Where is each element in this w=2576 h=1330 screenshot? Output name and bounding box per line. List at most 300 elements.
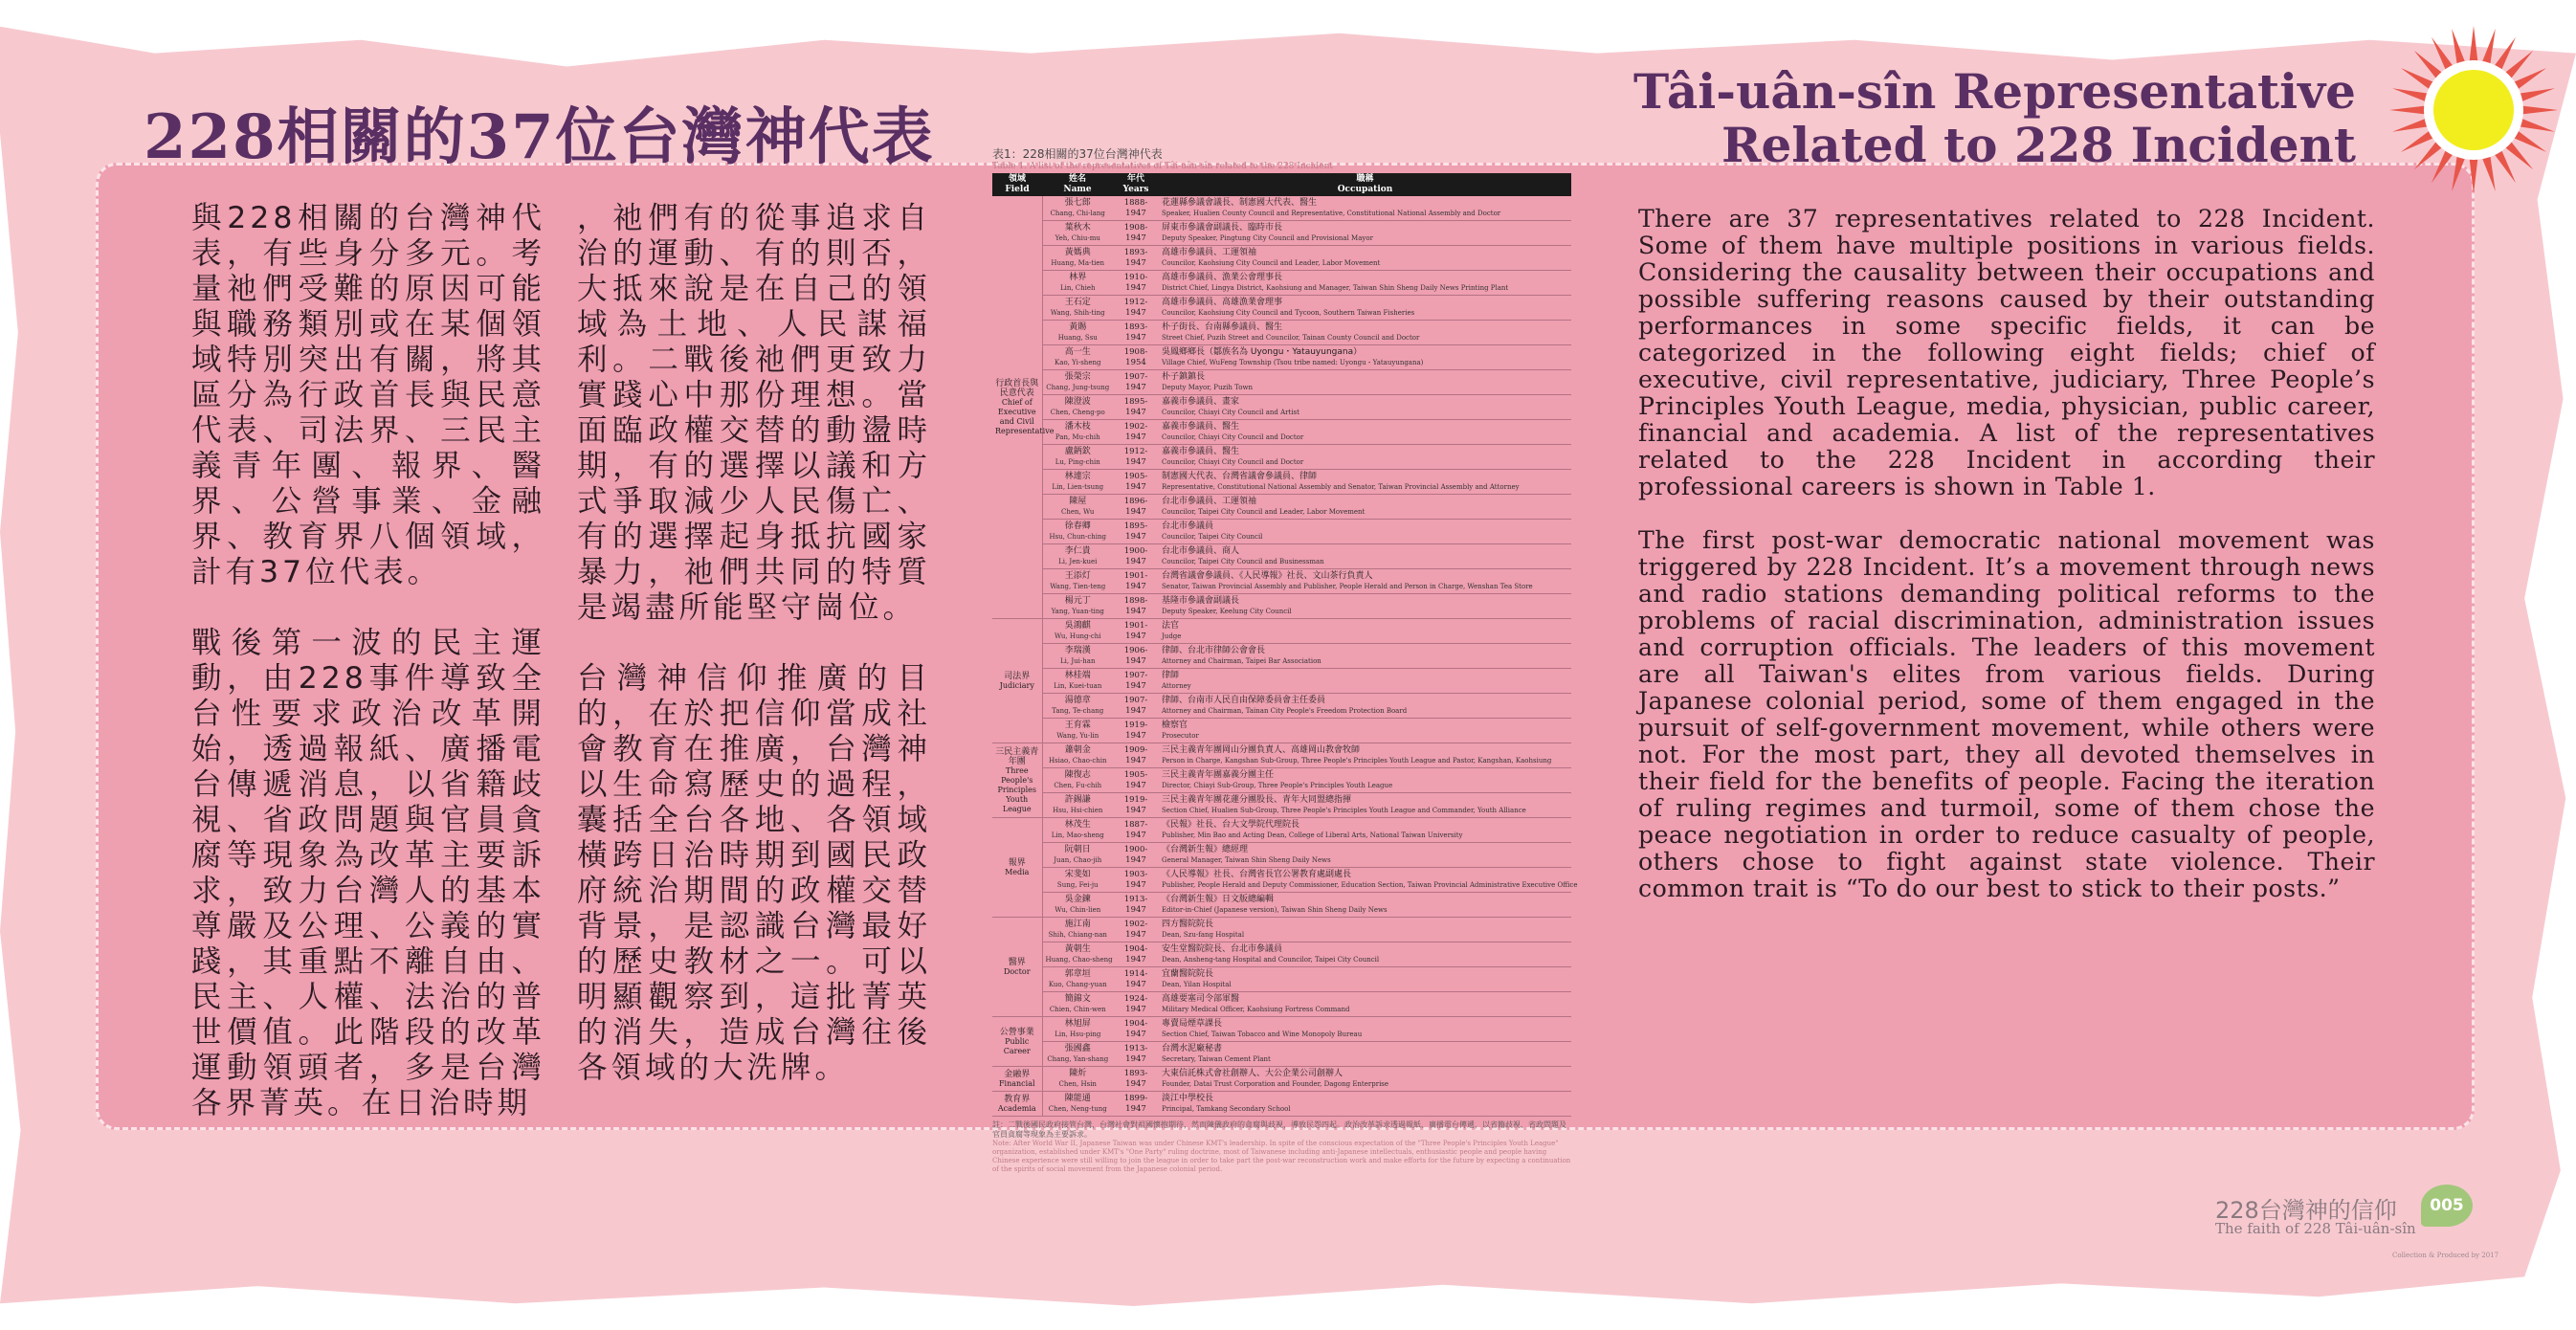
table-row bbox=[992, 594, 1571, 619]
occupation-zh: 台北市參議員 bbox=[1162, 521, 1214, 531]
footer-book-title-zh: 228台灣神的信仰 bbox=[2215, 1197, 2397, 1224]
occupation-cell bbox=[1159, 470, 1571, 495]
years-cell: 1901-1947 bbox=[1113, 619, 1159, 644]
name-cell bbox=[1042, 196, 1113, 221]
occupation-en: Person in Charge, Kangshan Sub-Group, Three People's Principles Youth League and Pastor, Kangshan, Kaohsiung bbox=[1162, 756, 1552, 765]
field-cell bbox=[992, 743, 1042, 818]
years-cell: 1893-1947 bbox=[1113, 321, 1159, 345]
representatives-table-block bbox=[992, 145, 1578, 1174]
name-zh: 潘木枝 bbox=[1064, 421, 1091, 432]
name-en: Lin, Lien-tsung bbox=[1052, 482, 1104, 491]
name-zh: 湯德章 bbox=[1064, 695, 1091, 705]
name-en: Chang, Chi-lang bbox=[1050, 209, 1105, 217]
occupation-zh: 律師、台南市人民自由保障委員會主任委員 bbox=[1162, 695, 1326, 705]
name-en: Chen, Cheng-po bbox=[1050, 408, 1105, 416]
sun-ray bbox=[2494, 149, 2516, 183]
years-cell: 1902-1947 bbox=[1113, 420, 1159, 445]
field-en: Financial bbox=[998, 1078, 1035, 1088]
name-zh: 施江南 bbox=[1064, 919, 1091, 929]
occupation-cell bbox=[1159, 420, 1571, 445]
name-en: Pan, Mu-chih bbox=[1055, 432, 1100, 441]
occupation-cell bbox=[1159, 868, 1578, 893]
field-en: Chief of Executive and Civil Representative bbox=[995, 397, 1055, 435]
years-cell: 1913-1947 bbox=[1113, 893, 1159, 918]
field-cell bbox=[992, 1017, 1042, 1067]
table-row bbox=[992, 793, 1571, 818]
table-row bbox=[992, 1042, 1571, 1067]
years-cell: 1900-1947 bbox=[1113, 544, 1159, 569]
years-cell: 1914-1947 bbox=[1113, 967, 1159, 992]
name-zh: 徐春卿 bbox=[1064, 521, 1091, 531]
name-en: Lu, Ping-chin bbox=[1055, 457, 1100, 466]
years-cell: 1909-1947 bbox=[1113, 743, 1159, 768]
name-zh: 高一生 bbox=[1064, 346, 1091, 357]
en-text-column bbox=[1638, 206, 2375, 929]
name-en: Wang, Yu-lin bbox=[1056, 731, 1099, 740]
table-row bbox=[992, 992, 1571, 1017]
name-cell bbox=[1042, 271, 1113, 296]
name-zh: 林茂生 bbox=[1064, 819, 1091, 830]
occupation-cell bbox=[1159, 321, 1571, 345]
sun-ray bbox=[2494, 37, 2516, 71]
occupation-cell bbox=[1159, 893, 1571, 918]
title-en-line2: Related to 228 Incident bbox=[1721, 117, 2356, 173]
occupation-en: Prosecutor bbox=[1162, 731, 1199, 740]
header-years bbox=[1113, 173, 1159, 196]
field-en: Public Career bbox=[1003, 1036, 1031, 1055]
name-cell bbox=[1042, 246, 1113, 271]
zh-paragraph-1: 與228相關的台灣神代表，有些身分多元。考量祂們受難的原因可能與職務類別或在某個領域特別突出有關，將其區分為行政首長與民意代表、司法界、三民主義青年團、報界、醫界、公營事業、金融界、教育界八個領域，計有37位代表。 bbox=[191, 201, 545, 589]
name-en: Lin, Kuei-tuan bbox=[1054, 681, 1102, 690]
sun-ray bbox=[2452, 155, 2465, 191]
occupation-cell bbox=[1159, 246, 1571, 271]
name-en: Lin, Mao-sheng bbox=[1051, 831, 1104, 839]
table-row bbox=[992, 544, 1571, 569]
occupation-en: Publisher, People Herald and Deputy Commissioner, Education Section, Taiwan Provincial Administrative Executive Office bbox=[1162, 880, 1578, 889]
table-row bbox=[992, 1017, 1571, 1042]
sun-ray bbox=[2452, 29, 2465, 65]
name-en: Chien, Chin-wen bbox=[1049, 1005, 1106, 1013]
occupation-en: Dean, Ansheng-tang Hospital and Councilor, Taipei City Council bbox=[1162, 955, 1380, 964]
occupation-zh: 台北市參議員、商人 bbox=[1162, 545, 1240, 556]
occupation-cell bbox=[1159, 818, 1571, 843]
sun-logo-icon bbox=[2387, 24, 2560, 196]
name-en: Huang, Chao-sheng bbox=[1045, 955, 1113, 964]
name-zh: 張七郎 bbox=[1064, 197, 1091, 208]
name-en: Chen, Hsin bbox=[1058, 1079, 1097, 1088]
name-cell bbox=[1042, 719, 1113, 743]
table-row bbox=[992, 321, 1571, 345]
occupation-en: Editor-in-Chief (Japanese version), Taiwan Shin Sheng Daily News bbox=[1162, 905, 1388, 914]
name-cell bbox=[1042, 1042, 1113, 1067]
table-row bbox=[992, 345, 1571, 370]
years-cell: 1907-1947 bbox=[1113, 370, 1159, 395]
occupation-en: Section Chief, Taiwan Tobacco and Wine Monopoly Bureau bbox=[1162, 1030, 1363, 1038]
name-en: Huang, Ssu bbox=[1057, 333, 1098, 342]
occupation-cell bbox=[1159, 719, 1571, 743]
name-cell bbox=[1042, 221, 1113, 246]
occupation-zh: 高雄要塞司令部軍醫 bbox=[1162, 993, 1240, 1004]
occupation-cell bbox=[1159, 345, 1571, 370]
table-body bbox=[992, 196, 1578, 1117]
years-cell: 1919-1947 bbox=[1113, 793, 1159, 818]
table-row bbox=[992, 768, 1571, 793]
table-row bbox=[992, 843, 1571, 868]
years-cell: 1910-1947 bbox=[1113, 271, 1159, 296]
table-row bbox=[992, 868, 1571, 893]
occupation-cell bbox=[1159, 296, 1571, 321]
occupation-cell bbox=[1159, 743, 1571, 768]
occupation-zh: 基隆市參議會副議長 bbox=[1162, 595, 1240, 606]
name-cell bbox=[1042, 520, 1113, 544]
header-name bbox=[1042, 173, 1113, 196]
occupation-zh: 台灣水泥廠秘書 bbox=[1162, 1043, 1223, 1053]
occupation-cell bbox=[1159, 520, 1571, 544]
name-cell bbox=[1042, 296, 1113, 321]
table-row bbox=[992, 445, 1571, 470]
years-cell: 1887-1947 bbox=[1113, 818, 1159, 843]
years-cell: 1903-1947 bbox=[1113, 868, 1159, 893]
occupation-en: Speaker, Hualien County Council and Representative, Constitutional National Assembly and Doctor bbox=[1162, 209, 1501, 217]
occupation-zh: 嘉義市參議員、畫家 bbox=[1162, 396, 1240, 407]
sun-ray bbox=[2392, 88, 2429, 101]
occupation-zh: 法官 bbox=[1162, 620, 1180, 631]
occupation-en: Street Chief, Puzih Street and Councilor, Tainan County Council and Doctor bbox=[1162, 333, 1420, 342]
name-cell bbox=[1042, 1092, 1113, 1117]
name-en: Li, Jui-han bbox=[1060, 656, 1096, 665]
occupation-cell bbox=[1159, 1017, 1571, 1042]
table-row bbox=[992, 370, 1571, 395]
years-cell: 1902-1947 bbox=[1113, 918, 1159, 942]
name-zh: 林旭屏 bbox=[1064, 1018, 1091, 1029]
name-cell bbox=[1042, 470, 1113, 495]
occupation-cell bbox=[1159, 1092, 1571, 1117]
occupation-zh: 淡江中學校長 bbox=[1162, 1093, 1214, 1103]
name-cell bbox=[1042, 918, 1113, 942]
name-zh: 王育霖 bbox=[1064, 720, 1091, 730]
sun-ray bbox=[2521, 106, 2558, 115]
zh-paragraph-3: 台灣神信仰推廣的目的，在於把信仰當成社會教育在推廣，台灣神以生命寫歷史的過程，囊括全台各地、各領域橫跨日治時期到國民政府統治期間的政權交替背景，是認識台灣最好的歷史教材之一。可以明顯觀察到，這批菁英的消失，造成台灣往後各領域的大洗牌。 bbox=[577, 661, 931, 1085]
occupation-en: Councilor, Taipei City Council bbox=[1162, 532, 1263, 541]
name-zh: 郭章垣 bbox=[1064, 968, 1091, 979]
occupation-en: Councilor, Chiayi City Council and Doctor bbox=[1162, 457, 1304, 466]
years-cell: 1905-1947 bbox=[1113, 470, 1159, 495]
occupation-zh: 高雄市參議員、漁業公會理事長 bbox=[1162, 272, 1283, 282]
occupation-en: Attorney bbox=[1162, 681, 1191, 690]
table-row bbox=[992, 196, 1571, 221]
years-cell: 1893-1947 bbox=[1113, 246, 1159, 271]
header-years-en: Years bbox=[1122, 185, 1149, 194]
occupation-zh: 朴子街長、台南縣參議員、醫生 bbox=[1162, 321, 1283, 332]
table-note-zh: 註：二戰後國民政府接管台灣，台灣社會對祖國懷抱期待，然而陳儀政府的貪腐與歧視，導致民怨四起。政治改革訴求透過報紙、廣播電台傳遞，以省籍歧視、省政問題及官員貪腐等現象為主要訴求。 bbox=[992, 1120, 1566, 1139]
years-cell: 1899-1947 bbox=[1113, 1092, 1159, 1117]
name-cell bbox=[1042, 569, 1113, 594]
name-cell bbox=[1042, 768, 1113, 793]
table-row bbox=[992, 246, 1571, 271]
years-cell: 1908-1954 bbox=[1113, 345, 1159, 370]
field-en: Three People's Principles Youth League bbox=[997, 765, 1036, 813]
occupation-zh: 安生堂醫院院長、台北市參議員 bbox=[1162, 943, 1283, 954]
occupation-zh: 台北市參議員、工運領袖 bbox=[1162, 496, 1257, 506]
table-row bbox=[992, 470, 1571, 495]
occupation-zh: 花蓮縣參議會議長、制憲國大代表、醫生 bbox=[1162, 197, 1318, 208]
field-en: Media bbox=[1005, 867, 1030, 876]
table-caption-en: Table 1. A list of the representatives of Tâi-uân-sîn related to the 228 Incident bbox=[992, 162, 1334, 171]
occupation-cell bbox=[1159, 271, 1571, 296]
field-cell bbox=[992, 196, 1055, 619]
years-cell: 1896-1947 bbox=[1113, 495, 1159, 520]
name-en: Chang, Jung-tsung bbox=[1046, 383, 1110, 391]
years-cell: 1895-1947 bbox=[1113, 520, 1159, 544]
occupation-zh: 三民主義青年團嘉義分團主任 bbox=[1162, 769, 1275, 780]
header-name-en: Name bbox=[1063, 185, 1092, 194]
name-cell bbox=[1042, 370, 1113, 395]
name-zh: 葉秋木 bbox=[1064, 222, 1091, 233]
field-en: Judiciary bbox=[999, 680, 1034, 690]
name-zh: 陳復志 bbox=[1064, 769, 1091, 780]
years-cell: 1907-1947 bbox=[1113, 694, 1159, 719]
years-cell: 1888-1947 bbox=[1113, 196, 1159, 221]
table-row bbox=[992, 520, 1571, 544]
occupation-zh: 大東信託株式會社創辦人、大公企業公司創辦人 bbox=[1162, 1068, 1344, 1078]
name-zh: 盧鈵欽 bbox=[1064, 446, 1091, 456]
name-en: Wu, Chin-lien bbox=[1055, 905, 1101, 914]
table-row bbox=[992, 619, 1571, 644]
occupation-en: Director, Chiayi Sub-Group, Three People's Principles Youth League bbox=[1162, 781, 1393, 789]
occupation-en: Deputy Speaker, Keelung City Council bbox=[1162, 607, 1292, 615]
years-cell: 1895-1947 bbox=[1113, 395, 1159, 420]
field-zh: 金融界 bbox=[1004, 1069, 1031, 1079]
occupation-cell bbox=[1159, 967, 1571, 992]
header-field-zh: 領域 bbox=[1008, 174, 1026, 184]
field-zh: 教育界 bbox=[1004, 1094, 1031, 1104]
occupation-cell bbox=[1159, 992, 1571, 1017]
name-en: Hsu, Chun-ching bbox=[1049, 532, 1107, 541]
name-en: Hsiao, Chao-chin bbox=[1048, 756, 1107, 765]
name-en: Yang, Yuan-ting bbox=[1051, 607, 1104, 615]
occupation-zh: 《民報》社長、台大文學院代理院長 bbox=[1162, 819, 1300, 830]
sun-ray bbox=[2401, 68, 2434, 90]
name-zh: 吳鴻麒 bbox=[1064, 620, 1091, 631]
years-cell: 1905-1947 bbox=[1113, 768, 1159, 793]
name-zh: 宋斐如 bbox=[1064, 869, 1091, 879]
occupation-zh: 高雄市參議員、高雄漁業會理事 bbox=[1162, 297, 1283, 307]
table-row bbox=[992, 495, 1571, 520]
name-zh: 黃朝生 bbox=[1064, 943, 1091, 954]
occupation-en: Attorney and Chairman, Tainan City People's Freedom Protection Board bbox=[1162, 706, 1408, 715]
table-caption-zh: 表1：228相關的37位台灣神代表 bbox=[992, 147, 1163, 161]
name-zh: 黃賜 bbox=[1069, 321, 1087, 332]
occupation-en: Councilor, Taipei City Council and Businessman bbox=[1162, 557, 1324, 565]
occupation-en: Councilor, Chiayi City Council and Artist bbox=[1162, 408, 1299, 416]
footer-book-title-en: The faith of 228 Tâi-uân-sîn bbox=[2215, 1220, 2416, 1237]
name-zh: 黃媽典 bbox=[1064, 247, 1091, 257]
table-row bbox=[992, 271, 1571, 296]
occupation-zh: 四方醫院院長 bbox=[1162, 919, 1214, 929]
name-en: Huang, Ma-tien bbox=[1051, 258, 1105, 267]
occupation-cell bbox=[1159, 644, 1571, 669]
name-cell bbox=[1042, 743, 1113, 768]
name-cell bbox=[1042, 942, 1113, 967]
table-note-en: Note: After World War II, Japanese Taiwan was under Chinese KMT's leadership. In spite of the conscious expectation of the "Three People's Principles Youth League" organization, established under KMT's "One Party" ruling doctrine, most of Taiwanese including anti-Japanese intellectuals, enthusiastic people and people having Chinese experience were still willing to join the league in order to take part the post-war reconstruction work and make efforts for the future by expecting a continuation of the spirits of social movement from the Japanese colonial period. bbox=[992, 1140, 1571, 1173]
table-header-row bbox=[992, 173, 1571, 196]
name-zh: 林界 bbox=[1069, 272, 1087, 282]
table-row bbox=[992, 669, 1571, 694]
sun-ray bbox=[2432, 37, 2454, 71]
occupation-cell bbox=[1159, 1067, 1571, 1092]
occupation-en: Councilor, Taipei City Council and Leader, Labor Movement bbox=[1162, 507, 1366, 516]
name-zh: 陳澄波 bbox=[1064, 396, 1091, 407]
years-cell: 1904-1947 bbox=[1113, 942, 1159, 967]
occupation-en: Military Medical Officer, Kaohsiung Fortress Command bbox=[1162, 1005, 1350, 1013]
name-cell bbox=[1042, 868, 1113, 893]
field-cell bbox=[992, 619, 1042, 743]
occupation-zh: 三民主義青年團花蓮分團股長、青年大同盟總指揮 bbox=[1162, 794, 1352, 805]
name-zh: 許錫謙 bbox=[1064, 794, 1091, 805]
sun-ray bbox=[2513, 130, 2546, 152]
name-en: Juan, Chao-jih bbox=[1054, 855, 1102, 864]
sun-ray bbox=[2470, 26, 2478, 62]
header-years-zh: 年代 bbox=[1126, 174, 1144, 184]
name-cell bbox=[1042, 1017, 1113, 1042]
table-row bbox=[992, 893, 1571, 918]
field-cell bbox=[992, 1067, 1042, 1092]
field-zh: 司法界 bbox=[1004, 671, 1031, 681]
field-cell bbox=[992, 918, 1042, 1017]
field-cell bbox=[992, 818, 1042, 918]
occupation-cell bbox=[1159, 1042, 1571, 1067]
occupation-zh: 嘉義市參議員、醫生 bbox=[1162, 446, 1240, 456]
zh-paragraph-2a: 戰後第一波的民主運動，由228事件導致全台性要求政治改革開始，透過報紙、廣播電台傳遞消息，以省籍歧視、省政問題與官員貪腐等現象為改革主要訴求，致力台灣人的基本尊嚴及公理、公義的實踐，其重點不離自由、民主、人權、法治的普世價值。此階段的改革運動領頭者，多是台灣各界菁英。在日治時期 bbox=[191, 626, 545, 1120]
table-row bbox=[992, 743, 1571, 768]
header-name-zh: 姓名 bbox=[1068, 174, 1086, 184]
occupation-en: Representative, Constitutional National Assembly and Senator, Taiwan Provincial Assembly and Attorney bbox=[1162, 482, 1520, 491]
occupation-en: Secretary, Taiwan Cement Plant bbox=[1162, 1054, 1271, 1063]
years-cell: 1893-1947 bbox=[1113, 1067, 1159, 1092]
name-cell bbox=[1042, 694, 1113, 719]
occupation-en: District Chief, Lingya District, Kaohsiung and Manager, Taiwan Shin Sheng Daily News Printing Plant bbox=[1162, 283, 1509, 292]
occupation-cell bbox=[1159, 942, 1571, 967]
name-zh: 阮朝日 bbox=[1064, 844, 1091, 854]
field-zh: 公營事業 bbox=[999, 1027, 1034, 1037]
occupation-cell bbox=[1159, 544, 1571, 569]
name-zh: 林連宗 bbox=[1064, 471, 1091, 481]
years-cell: 1901-1947 bbox=[1113, 569, 1159, 594]
occupation-zh: 台灣省議會參議員、《人民導報》社長、文山茶行負責人 bbox=[1162, 570, 1373, 581]
occupation-en: Section Chief, Hualien Sub-Group, Three People's Principles Youth League and Commander, Youth Alliance bbox=[1162, 806, 1526, 814]
sun-ray bbox=[2513, 68, 2546, 90]
table-row bbox=[992, 967, 1571, 992]
occupation-cell bbox=[1159, 793, 1571, 818]
name-en: Shih, Chiang-nan bbox=[1048, 930, 1107, 939]
name-cell bbox=[1042, 395, 1113, 420]
name-zh: 張榮宗 bbox=[1064, 371, 1091, 382]
occupation-zh: 律師、台北市律師公會會長 bbox=[1162, 645, 1266, 655]
name-cell bbox=[1042, 893, 1113, 918]
name-en: Chen, Fu-chih bbox=[1054, 781, 1102, 789]
sun-ray bbox=[2392, 119, 2429, 132]
occupation-cell bbox=[1159, 694, 1571, 719]
name-cell bbox=[1042, 843, 1113, 868]
name-cell bbox=[1042, 1067, 1113, 1092]
occupation-zh: 三民主義青年團岡山分團負責人、高雄岡山教會牧師 bbox=[1162, 744, 1361, 755]
name-zh: 王添灯 bbox=[1064, 570, 1091, 581]
en-paragraph-2: The first post-war democratic national movement was triggered by 228 Incident. It’s a movement through news and radio stations demanding political reforms to the problems of racial discrimination, administration issues and corruption officials. The leaders of this movement are all Taiwan's elites from various fields. During Japanese colonial period, some of them engaged in the pursuit of self-government movement, while others were not. For the most part, they all devoted themselves in their field for the benefits of people. Facing the iteration of ruling regimes and turmoil, some of them chose the peace negotiation in order to reduce casualty of people, others chose to fight against state violence. Their common trait is “To do our best to stick to their posts.” bbox=[1638, 526, 2375, 902]
occupation-cell bbox=[1159, 370, 1571, 395]
occupation-cell bbox=[1159, 669, 1571, 694]
occupation-en: Dean, Szu-fang Hospital bbox=[1162, 930, 1245, 939]
table-row bbox=[992, 918, 1571, 942]
occupation-en: Deputy Mayor, Puzih Town bbox=[1162, 383, 1253, 391]
occupation-en: Founder, Datai Trust Corporation and Founder, Dagong Enterprise bbox=[1162, 1079, 1389, 1088]
zh-paragraph-2b: ，祂們有的從事追求自治的運動、有的則否，大抵來說是在自己的領域為土地、人民謀福利。二戰後祂們更致力實踐心中那份理想。當面臨政權交替的動盪時期，有的選擇以議和方式爭取減少人民傷亡、有的選擇起身抵抗國家暴力，祂們共同的特質是竭盡所能堅守崗位。 bbox=[577, 201, 931, 625]
representatives-table bbox=[992, 173, 1578, 1117]
name-cell bbox=[1042, 644, 1113, 669]
sun-ray bbox=[2519, 119, 2555, 132]
table-row bbox=[992, 420, 1571, 445]
header-occupation-zh: 職稱 bbox=[1356, 174, 1374, 184]
occupation-cell bbox=[1159, 843, 1571, 868]
table-row bbox=[992, 221, 1571, 246]
table-row bbox=[992, 296, 1571, 321]
occupation-en: Attorney and Chairman, Taipei Bar Association bbox=[1162, 656, 1321, 665]
years-cell: 1919-1947 bbox=[1113, 719, 1159, 743]
name-cell bbox=[1042, 345, 1113, 370]
name-en: Chen, Wu bbox=[1061, 507, 1095, 516]
field-cell bbox=[992, 1092, 1042, 1117]
occupation-zh: 《台灣新生報》日文版總編輯 bbox=[1162, 894, 1275, 904]
name-cell bbox=[1042, 495, 1113, 520]
years-cell: 1904-1947 bbox=[1113, 1017, 1159, 1042]
field-zh: 報界 bbox=[1008, 857, 1026, 868]
years-cell: 1924-1947 bbox=[1113, 992, 1159, 1017]
name-zh: 陳屋 bbox=[1069, 496, 1087, 506]
occupation-cell bbox=[1159, 395, 1571, 420]
occupation-cell bbox=[1159, 221, 1571, 246]
name-zh: 蕭朝金 bbox=[1064, 744, 1091, 755]
name-en: Hsu, Hsi-chien bbox=[1053, 806, 1103, 814]
name-cell bbox=[1042, 818, 1113, 843]
name-cell bbox=[1042, 793, 1113, 818]
occupation-cell bbox=[1159, 196, 1571, 221]
occupation-en: Dean, Yilan Hospital bbox=[1162, 980, 1232, 988]
years-cell: 1912-1947 bbox=[1113, 445, 1159, 470]
occupation-en: Judge bbox=[1162, 632, 1182, 640]
occupation-zh: 檢察官 bbox=[1162, 720, 1188, 730]
name-cell bbox=[1042, 544, 1113, 569]
name-zh: 吳金鍊 bbox=[1064, 894, 1091, 904]
name-cell bbox=[1042, 445, 1113, 470]
name-en: Yeh, Chiu-mu bbox=[1055, 233, 1100, 242]
name-en: Chen, Neng-tung bbox=[1048, 1104, 1107, 1113]
table-row bbox=[992, 694, 1571, 719]
years-cell: 1908-1947 bbox=[1113, 221, 1159, 246]
occupation-zh: 律師 bbox=[1162, 670, 1180, 680]
occupation-zh: 嘉義市參議員、醫生 bbox=[1162, 421, 1240, 432]
name-zh: 簡錦文 bbox=[1064, 993, 1091, 1004]
table-row bbox=[992, 395, 1571, 420]
name-zh: 李瑞漢 bbox=[1064, 645, 1091, 655]
name-cell bbox=[1042, 669, 1113, 694]
name-en: Wang, Tien-teng bbox=[1050, 582, 1106, 590]
occupation-zh: 宜蘭醫院院長 bbox=[1162, 968, 1214, 979]
name-zh: 楊元丁 bbox=[1064, 595, 1091, 606]
name-zh: 林桂端 bbox=[1064, 670, 1091, 680]
field-en: Doctor bbox=[1003, 966, 1031, 976]
name-en: Li, Jen-kuei bbox=[1058, 557, 1098, 565]
zh-text-column-2 bbox=[577, 201, 931, 1121]
name-en: Sung, Fei-ju bbox=[1056, 880, 1099, 889]
